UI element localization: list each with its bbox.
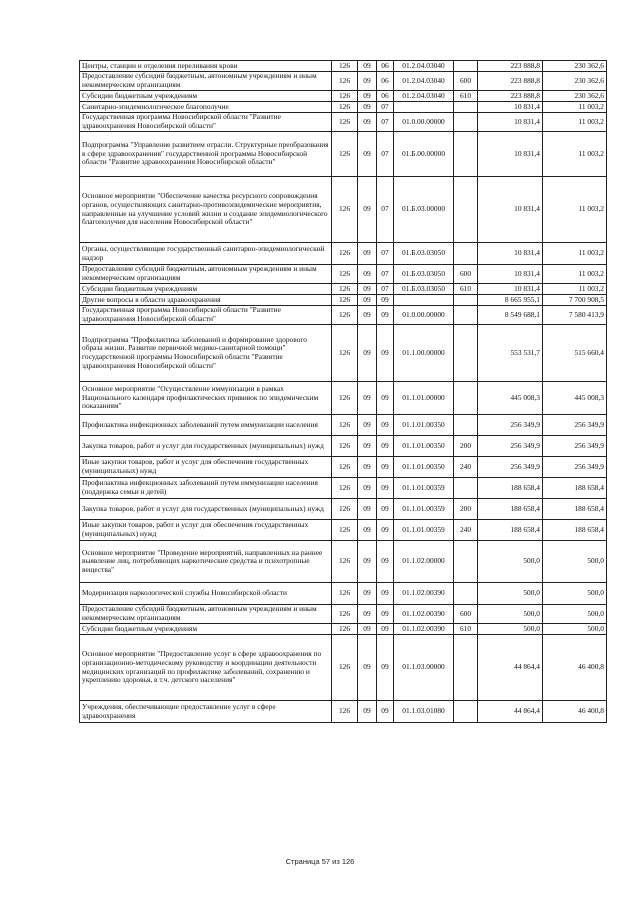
cell-grbs: 126 — [332, 583, 358, 605]
cell-section: 09 — [358, 306, 377, 325]
cell-grbs: 126 — [332, 541, 358, 583]
cell-expense-type — [454, 102, 478, 113]
cell-grbs: 126 — [332, 306, 358, 325]
cell-section: 09 — [358, 478, 377, 499]
cell-target-article: 01.0.00.00000 — [394, 113, 454, 132]
cell-grbs: 126 — [332, 624, 358, 635]
cell-subsection: 09 — [377, 701, 394, 723]
cell-grbs: 126 — [332, 91, 358, 102]
cell-section: 09 — [358, 583, 377, 605]
cell-subsection: 09 — [377, 325, 394, 382]
cell-name: Государственная программа Новосибирской области "Развитие здравоохранения Новосибирской области" — [80, 306, 332, 325]
cell-amount-year-1: 500,0 — [478, 583, 543, 605]
cell-name: Основное мероприятие "Обеспечение качества ресурсного сопровождения органов, осуществляющих санитарно-противоэпидемические мероприятия, направленные на улучшение условий жизни и создание эпидемиологического благополучия для населения Новосибирской области" — [80, 177, 332, 243]
cell-name: Предоставление субсидий бюджетным, автономным учреждениям и иным некоммерческим организациям — [80, 72, 332, 91]
table-row — [80, 478, 607, 499]
cell-subsection: 09 — [377, 415, 394, 436]
cell-target-article: 01.1.01.00350 — [394, 415, 454, 436]
cell-section: 09 — [358, 635, 377, 701]
cell-name: Основное мероприятие "Проведение мероприятий, направленных на раннее выявление лиц, потребляющих наркотические средства и психотропные вещества" — [80, 541, 332, 583]
cell-amount-year-2: 188 658,4 — [543, 520, 607, 541]
cell-section: 09 — [358, 102, 377, 113]
cell-section: 09 — [358, 436, 377, 457]
table-row — [80, 113, 607, 132]
cell-subsection: 09 — [377, 541, 394, 583]
cell-amount-year-1: 10 831,4 — [478, 113, 543, 132]
cell-name: Иные закупки товаров, работ и услуг для обеспечения государственных (муниципальных) нужд — [80, 520, 332, 541]
table-row — [80, 243, 607, 265]
cell-grbs: 126 — [332, 265, 358, 284]
cell-section: 09 — [358, 382, 377, 415]
cell-grbs: 126 — [332, 132, 358, 177]
cell-target-article: 01.1.02.00000 — [394, 541, 454, 583]
cell-grbs: 126 — [332, 243, 358, 265]
cell-amount-year-1: 188 658,4 — [478, 520, 543, 541]
cell-target-article: 01.1.02.00390 — [394, 583, 454, 605]
cell-target-article: 01.1.01.00359 — [394, 478, 454, 499]
cell-grbs: 126 — [332, 701, 358, 723]
cell-amount-year-1: 10 831,4 — [478, 102, 543, 113]
cell-amount-year-1: 8 665 955,1 — [478, 295, 543, 306]
cell-expense-type — [454, 113, 478, 132]
cell-subsection: 06 — [377, 72, 394, 91]
cell-name: Основное мероприятие "Осуществление иммунизации в рамках Национального календаря профилактических прививок по эпидемическим показаниям" — [80, 382, 332, 415]
cell-amount-year-1: 256 349,9 — [478, 436, 543, 457]
cell-section: 09 — [358, 541, 377, 583]
cell-amount-year-2: 11 003,2 — [543, 102, 607, 113]
cell-name: Модернизация наркологической службы Новосибирской области — [80, 583, 332, 605]
cell-target-article: 01.2.04.03040 — [394, 72, 454, 91]
cell-expense-type: 600 — [454, 265, 478, 284]
cell-grbs: 126 — [332, 457, 358, 478]
cell-name: Профилактика инфекционных заболеваний путем иммунизации населения — [80, 415, 332, 436]
cell-amount-year-2: 11 003,2 — [543, 132, 607, 177]
cell-amount-year-2: 500,0 — [543, 624, 607, 635]
table-row — [80, 436, 607, 457]
cell-section: 09 — [358, 605, 377, 624]
cell-subsection: 09 — [377, 295, 394, 306]
table-row — [80, 583, 607, 605]
cell-section: 09 — [358, 415, 377, 436]
cell-name: Основное мероприятие "Предоставление услуг в сфере здравоохранения по организационно-методическому руководству и координации деятельности медицинских организаций по профилактике заболеваний, сохранению и укреплению здоровья, в т.ч. детского населения" — [80, 635, 332, 701]
table-row — [80, 61, 607, 72]
cell-amount-year-1: 553 531,7 — [478, 325, 543, 382]
cell-amount-year-1: 223 888,8 — [478, 72, 543, 91]
cell-target-article: 01.0.00.00000 — [394, 306, 454, 325]
table-row — [80, 91, 607, 102]
table-row — [80, 132, 607, 177]
cell-target-article: 01.1.01.00000 — [394, 382, 454, 415]
cell-subsection: 09 — [377, 478, 394, 499]
cell-name: Санитарно-эпидемиологическое благополучие — [80, 102, 332, 113]
cell-target-article: 01.1.01.00350 — [394, 436, 454, 457]
table-row — [80, 325, 607, 382]
cell-amount-year-2: 230 362,6 — [543, 72, 607, 91]
cell-amount-year-1: 500,0 — [478, 605, 543, 624]
cell-grbs: 126 — [332, 284, 358, 295]
cell-subsection: 09 — [377, 306, 394, 325]
cell-subsection: 09 — [377, 499, 394, 520]
cell-section: 09 — [358, 284, 377, 295]
table-row — [80, 541, 607, 583]
table-row — [80, 382, 607, 415]
cell-grbs: 126 — [332, 436, 358, 457]
cell-subsection: 09 — [377, 635, 394, 701]
cell-amount-year-1: 223 888,8 — [478, 61, 543, 72]
cell-subsection: 07 — [377, 102, 394, 113]
cell-amount-year-2: 11 003,2 — [543, 243, 607, 265]
cell-section: 09 — [358, 520, 377, 541]
table-row — [80, 295, 607, 306]
cell-grbs: 126 — [332, 325, 358, 382]
cell-expense-type — [454, 295, 478, 306]
cell-amount-year-1: 10 831,4 — [478, 132, 543, 177]
cell-amount-year-2: 46 400,8 — [543, 701, 607, 723]
cell-name: Учреждения, обеспечивающие предоставление услуг в сфере здравоохранения — [80, 701, 332, 723]
cell-amount-year-2: 445 008,3 — [543, 382, 607, 415]
cell-grbs: 126 — [332, 382, 358, 415]
cell-expense-type: 610 — [454, 284, 478, 295]
cell-amount-year-2: 230 362,6 — [543, 61, 607, 72]
cell-section: 09 — [358, 132, 377, 177]
cell-expense-type: 200 — [454, 499, 478, 520]
budget-table — [79, 60, 607, 723]
cell-target-article — [394, 102, 454, 113]
cell-amount-year-1: 10 831,4 — [478, 284, 543, 295]
cell-section: 09 — [358, 91, 377, 102]
cell-target-article: 01.1.02.00390 — [394, 605, 454, 624]
cell-expense-type — [454, 177, 478, 243]
cell-target-article: 01.1.00.00000 — [394, 325, 454, 382]
cell-amount-year-2: 188 658,4 — [543, 499, 607, 520]
page-number: Страница 57 из 126 — [285, 857, 355, 866]
cell-target-article: 01.Б.03.03050 — [394, 243, 454, 265]
cell-amount-year-1: 44 864,4 — [478, 701, 543, 723]
cell-amount-year-1: 256 349,9 — [478, 415, 543, 436]
cell-name: Предоставление субсидий бюджетным, автономным учреждениям и иным некоммерческим организациям — [80, 265, 332, 284]
cell-expense-type — [454, 541, 478, 583]
cell-section: 09 — [358, 72, 377, 91]
cell-amount-year-1: 10 831,4 — [478, 243, 543, 265]
table-row — [80, 520, 607, 541]
cell-name: Субсидии бюджетным учреждениям — [80, 624, 332, 635]
cell-expense-type: 200 — [454, 436, 478, 457]
cell-amount-year-2: 256 349,9 — [543, 415, 607, 436]
cell-expense-type — [454, 243, 478, 265]
cell-expense-type: 240 — [454, 457, 478, 478]
cell-target-article: 01.Б.03.03050 — [394, 284, 454, 295]
cell-expense-type — [454, 61, 478, 72]
cell-section: 09 — [358, 295, 377, 306]
table-row — [80, 457, 607, 478]
cell-amount-year-1: 44 864,4 — [478, 635, 543, 701]
cell-target-article: 01.1.03.01080 — [394, 701, 454, 723]
table-row — [80, 415, 607, 436]
cell-expense-type: 240 — [454, 520, 478, 541]
cell-target-article: 01.Б.03.03050 — [394, 265, 454, 284]
cell-subsection: 09 — [377, 583, 394, 605]
cell-grbs: 126 — [332, 520, 358, 541]
cell-subsection: 07 — [377, 265, 394, 284]
cell-subsection: 06 — [377, 91, 394, 102]
cell-name: Закупка товаров, работ и услуг для государственных (муниципальных) нужд — [80, 436, 332, 457]
cell-subsection: 09 — [377, 605, 394, 624]
cell-amount-year-2: 256 349,9 — [543, 457, 607, 478]
cell-name: Органы, осуществляющие государственный санитарно-эпидемиологический надзор — [80, 243, 332, 265]
cell-amount-year-2: 7 700 908,5 — [543, 295, 607, 306]
cell-expense-type: 600 — [454, 605, 478, 624]
cell-section: 09 — [358, 457, 377, 478]
cell-grbs: 126 — [332, 72, 358, 91]
cell-amount-year-2: 500,0 — [543, 541, 607, 583]
cell-subsection: 09 — [377, 382, 394, 415]
cell-amount-year-2: 46 400,8 — [543, 635, 607, 701]
table-row — [80, 265, 607, 284]
table-body — [80, 61, 607, 723]
cell-expense-type — [454, 132, 478, 177]
cell-subsection: 07 — [377, 177, 394, 243]
cell-name: Иные закупки товаров, работ и услуг для обеспечения государственных (муниципальных) нужд — [80, 457, 332, 478]
cell-grbs: 126 — [332, 295, 358, 306]
cell-section: 09 — [358, 701, 377, 723]
cell-section: 09 — [358, 265, 377, 284]
cell-amount-year-1: 10 831,4 — [478, 177, 543, 243]
cell-grbs: 126 — [332, 177, 358, 243]
table-row — [80, 605, 607, 624]
table-row — [80, 177, 607, 243]
cell-expense-type — [454, 325, 478, 382]
table-row — [80, 624, 607, 635]
cell-subsection: 07 — [377, 284, 394, 295]
cell-subsection: 07 — [377, 243, 394, 265]
cell-name: Субсидии бюджетным учреждениям — [80, 284, 332, 295]
cell-amount-year-1: 10 831,4 — [478, 265, 543, 284]
cell-expense-type: 610 — [454, 91, 478, 102]
cell-subsection: 07 — [377, 113, 394, 132]
cell-subsection: 09 — [377, 436, 394, 457]
cell-amount-year-2: 500,0 — [543, 605, 607, 624]
cell-amount-year-1: 445 008,3 — [478, 382, 543, 415]
cell-target-article: 01.1.03.00000 — [394, 635, 454, 701]
cell-expense-type — [454, 415, 478, 436]
cell-expense-type — [454, 583, 478, 605]
cell-target-article: 01.Б.00.00000 — [394, 132, 454, 177]
table-row — [80, 499, 607, 520]
cell-expense-type — [454, 382, 478, 415]
cell-grbs: 126 — [332, 113, 358, 132]
cell-grbs: 126 — [332, 415, 358, 436]
cell-amount-year-2: 7 580 413,9 — [543, 306, 607, 325]
cell-grbs: 126 — [332, 61, 358, 72]
cell-name: Закупка товаров, работ и услуг для государственных (муниципальных) нужд — [80, 499, 332, 520]
cell-amount-year-2: 500,0 — [543, 583, 607, 605]
cell-expense-type: 610 — [454, 624, 478, 635]
cell-expense-type — [454, 306, 478, 325]
cell-amount-year-2: 256 349,9 — [543, 436, 607, 457]
cell-name: Центры, станции и отделения переливания крови — [80, 61, 332, 72]
cell-expense-type: 600 — [454, 72, 478, 91]
cell-grbs: 126 — [332, 605, 358, 624]
cell-amount-year-1: 500,0 — [478, 624, 543, 635]
cell-grbs: 126 — [332, 102, 358, 113]
cell-amount-year-2: 11 003,2 — [543, 177, 607, 243]
table-row — [80, 72, 607, 91]
cell-target-article: 01.1.01.00359 — [394, 520, 454, 541]
cell-section: 09 — [358, 113, 377, 132]
cell-name: Субсидии бюджетным учреждениям — [80, 91, 332, 102]
cell-amount-year-2: 230 362,6 — [543, 91, 607, 102]
cell-name: Предоставление субсидий бюджетным, автономным учреждениям и иным некоммерческим организациям — [80, 605, 332, 624]
cell-subsection: 09 — [377, 624, 394, 635]
cell-target-article: 01.2.04.03040 — [394, 61, 454, 72]
table-row — [80, 102, 607, 113]
cell-target-article: 01.1.01.00359 — [394, 499, 454, 520]
cell-amount-year-1: 256 349,9 — [478, 457, 543, 478]
cell-name: Другие вопросы в области здравоохранения — [80, 295, 332, 306]
cell-amount-year-2: 11 003,2 — [543, 265, 607, 284]
cell-name: Профилактика инфекционных заболеваний путем иммунизации населения (поддержка семьи и детей) — [80, 478, 332, 499]
cell-expense-type — [454, 701, 478, 723]
cell-amount-year-2: 188 658,4 — [543, 478, 607, 499]
cell-grbs: 126 — [332, 499, 358, 520]
cell-name: Государственная программа Новосибирской области "Развитие здравоохранения Новосибирской области" — [80, 113, 332, 132]
cell-amount-year-2: 11 003,2 — [543, 113, 607, 132]
cell-subsection: 09 — [377, 520, 394, 541]
cell-grbs: 126 — [332, 478, 358, 499]
cell-target-article: 01.Б.03.00000 — [394, 177, 454, 243]
cell-section: 09 — [358, 177, 377, 243]
cell-amount-year-1: 223 888,8 — [478, 91, 543, 102]
cell-section: 09 — [358, 243, 377, 265]
cell-target-article: 01.1.02.00390 — [394, 624, 454, 635]
cell-target-article: 01.1.01.00350 — [394, 457, 454, 478]
cell-target-article — [394, 295, 454, 306]
cell-amount-year-2: 11 003,2 — [543, 284, 607, 295]
cell-section: 09 — [358, 624, 377, 635]
cell-section: 09 — [358, 499, 377, 520]
cell-expense-type — [454, 478, 478, 499]
cell-amount-year-1: 188 658,4 — [478, 499, 543, 520]
cell-amount-year-1: 500,0 — [478, 541, 543, 583]
cell-target-article: 01.2.04.03040 — [394, 91, 454, 102]
cell-name: Подпрограмма "Профилактика заболеваний и формирование здорового образа жизни. Развитие первичной медико-санитарной помощи" государственной программы Новосибирской области "Развитие здравоохранения Новосибирской области" — [80, 325, 332, 382]
cell-expense-type — [454, 635, 478, 701]
cell-subsection: 07 — [377, 132, 394, 177]
cell-subsection: 06 — [377, 61, 394, 72]
cell-grbs: 126 — [332, 635, 358, 701]
table-row — [80, 635, 607, 701]
cell-amount-year-1: 8 549 688,1 — [478, 306, 543, 325]
cell-section: 09 — [358, 325, 377, 382]
table-row — [80, 284, 607, 295]
cell-amount-year-2: 515 660,4 — [543, 325, 607, 382]
cell-amount-year-1: 188 658,4 — [478, 478, 543, 499]
cell-name: Подпрограмма "Управление развитием отрасли. Структурные преобразования в сфере здравоохранения" государственной программы Новосибирской области "Развитие здравоохранения Новосибирской области" — [80, 132, 332, 177]
cell-section: 09 — [358, 61, 377, 72]
cell-subsection: 09 — [377, 457, 394, 478]
table-row — [80, 306, 607, 325]
table-row — [80, 701, 607, 723]
